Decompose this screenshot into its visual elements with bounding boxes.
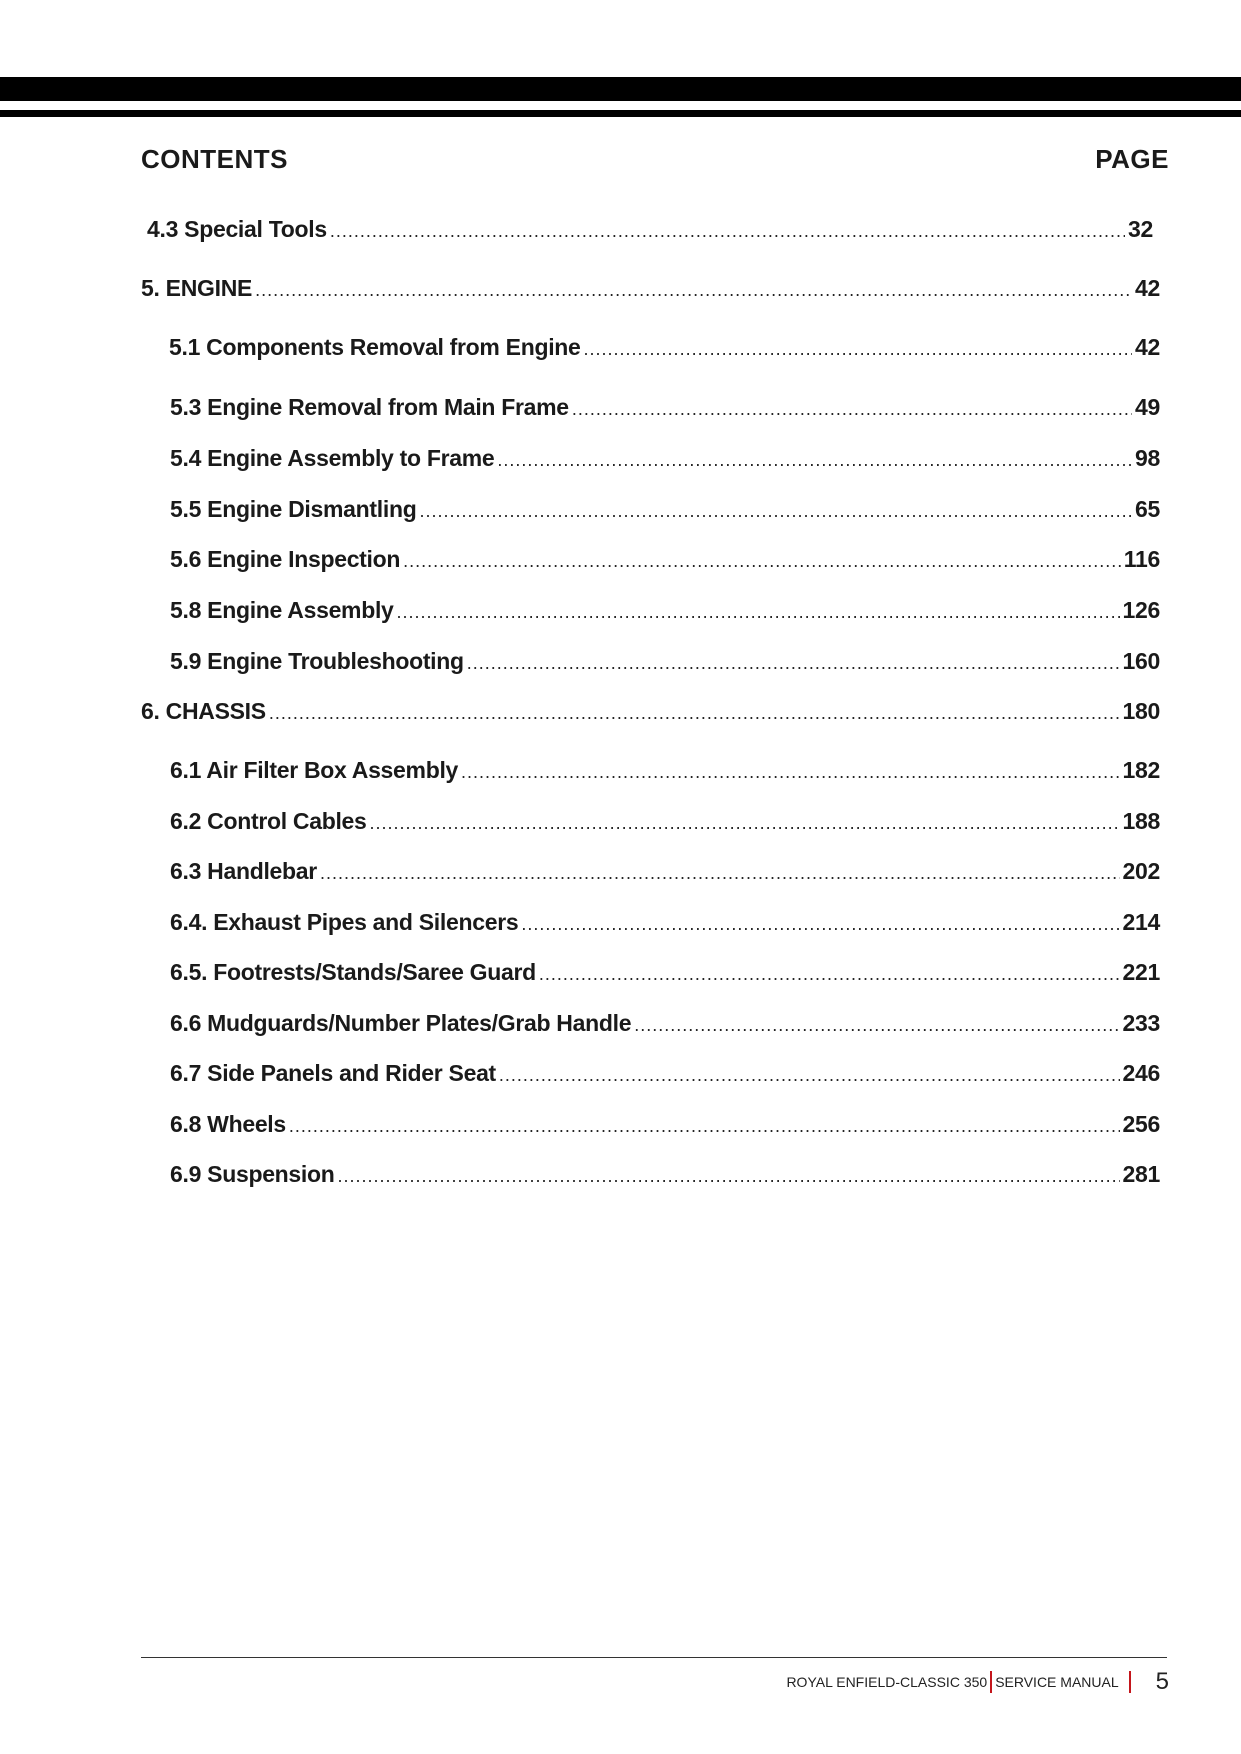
toc-entry-page: 188 bbox=[1122, 808, 1160, 834]
toc-entry-title: 5.4 Engine Assembly to Frame bbox=[170, 445, 495, 471]
toc-entry-page: 126 bbox=[1122, 597, 1160, 623]
toc-entry-title: 5.1 Components Removal from Engine bbox=[169, 334, 581, 360]
toc-entry-title: 6. CHASSIS bbox=[141, 698, 266, 724]
dot-leader bbox=[330, 221, 1125, 245]
toc-entry[interactable] bbox=[170, 546, 1160, 575]
toc-entry[interactable] bbox=[170, 394, 1160, 423]
dot-leader bbox=[403, 551, 1121, 575]
dot-leader bbox=[499, 1065, 1120, 1089]
dot-leader bbox=[572, 399, 1132, 423]
dot-leader bbox=[289, 1116, 1120, 1140]
toc-entry-title: 6.7 Side Panels and Rider Seat bbox=[170, 1060, 496, 1086]
toc-entry[interactable] bbox=[170, 445, 1160, 474]
toc-entry-title: 6.9 Suspension bbox=[170, 1161, 335, 1187]
dot-leader bbox=[467, 653, 1120, 677]
dot-leader bbox=[419, 501, 1132, 525]
toc-entry[interactable] bbox=[170, 496, 1160, 525]
footer-rule bbox=[141, 1657, 1167, 1658]
toc-entry-title: 5.9 Engine Troubleshooting bbox=[170, 648, 464, 674]
contents-heading: CONTENTS bbox=[141, 144, 288, 174]
page-number: 5 bbox=[1155, 1668, 1169, 1695]
dot-leader bbox=[539, 964, 1120, 988]
toc-entry[interactable] bbox=[169, 334, 1160, 363]
toc-entry-title: 6.2 Control Cables bbox=[170, 808, 367, 834]
dot-leader bbox=[269, 703, 1120, 727]
footer-brand: ROYAL ENFIELD-CLASSIC 350 bbox=[786, 1674, 988, 1690]
toc-entry-page: 32 bbox=[1128, 216, 1153, 242]
toc-entry-page: 256 bbox=[1122, 1111, 1160, 1137]
toc-entry[interactable] bbox=[170, 1060, 1160, 1089]
footer-separator bbox=[990, 1671, 992, 1693]
toc-entry-page: 246 bbox=[1122, 1060, 1160, 1086]
toc-entry-title: 6.3 Handlebar bbox=[170, 858, 317, 884]
dot-leader bbox=[497, 450, 1132, 474]
dot-leader bbox=[461, 762, 1119, 786]
toc-entry[interactable] bbox=[170, 858, 1160, 887]
toc-entry-title: 4.3 Special Tools bbox=[147, 216, 327, 242]
top-thick-rule bbox=[0, 77, 1241, 101]
toc-entry[interactable] bbox=[141, 698, 1160, 727]
toc-entry-title: 5.3 Engine Removal from Main Frame bbox=[170, 394, 569, 420]
toc-entry-page: 98 bbox=[1135, 445, 1160, 471]
toc-entry-page: 281 bbox=[1122, 1161, 1160, 1187]
toc-entry-page: 160 bbox=[1122, 648, 1160, 674]
toc-entry-page: 42 bbox=[1135, 334, 1160, 360]
toc-entry-page: 42 bbox=[1135, 275, 1160, 301]
footer-manual-title: SERVICE MANUAL bbox=[995, 1674, 1119, 1690]
dot-leader bbox=[370, 813, 1120, 837]
toc-entry-title: 6.4. Exhaust Pipes and Silencers bbox=[170, 909, 519, 935]
toc-entry-title: 6.1 Air Filter Box Assembly bbox=[170, 757, 459, 783]
toc-entry-title: 6.6 Mudguards/Number Plates/Grab Handle bbox=[170, 1010, 632, 1036]
toc-entry-title: 6.8 Wheels bbox=[170, 1111, 286, 1137]
toc-entry-page: 49 bbox=[1135, 394, 1160, 420]
toc-entry[interactable] bbox=[170, 1010, 1160, 1039]
toc-entry-page: 233 bbox=[1122, 1010, 1160, 1036]
toc-entry[interactable] bbox=[170, 808, 1160, 837]
toc-entry[interactable] bbox=[147, 216, 1153, 245]
top-thin-rule bbox=[0, 110, 1241, 117]
toc-entry-title: 6.5. Footrests/Stands/Saree Guard bbox=[170, 959, 536, 985]
toc-entry-page: 202 bbox=[1122, 858, 1160, 884]
toc-entry[interactable] bbox=[170, 757, 1160, 786]
page-heading: PAGE bbox=[1095, 144, 1169, 174]
toc-entry-page: 65 bbox=[1135, 496, 1160, 522]
toc-entry[interactable] bbox=[170, 648, 1160, 677]
toc-entry-page: 214 bbox=[1122, 909, 1160, 935]
dot-leader bbox=[320, 863, 1120, 887]
dot-leader bbox=[397, 602, 1120, 626]
dot-leader bbox=[634, 1015, 1119, 1039]
footer-separator bbox=[1129, 1671, 1131, 1693]
toc-entry[interactable] bbox=[141, 275, 1160, 304]
page-footer bbox=[786, 1668, 1169, 1696]
toc-entry-title: 5.8 Engine Assembly bbox=[170, 597, 394, 623]
dot-leader bbox=[338, 1166, 1120, 1190]
toc-entry[interactable] bbox=[170, 597, 1160, 626]
toc-entry[interactable] bbox=[170, 1161, 1160, 1190]
dot-leader bbox=[584, 339, 1132, 363]
dot-leader bbox=[521, 914, 1119, 938]
toc-entry-page: 180 bbox=[1122, 698, 1160, 724]
toc-entry-title: 5.6 Engine Inspection bbox=[170, 546, 401, 572]
dot-leader bbox=[255, 280, 1132, 304]
toc-entry-page: 221 bbox=[1122, 959, 1160, 985]
toc-entry-title: 5. ENGINE bbox=[141, 275, 253, 301]
toc-entry[interactable] bbox=[170, 959, 1160, 988]
toc-entry-title: 5.5 Engine Dismantling bbox=[170, 496, 417, 522]
toc-entry[interactable] bbox=[170, 909, 1160, 938]
toc-entry[interactable] bbox=[170, 1111, 1160, 1140]
toc-entry-page: 182 bbox=[1122, 757, 1160, 783]
toc-entry-page: 116 bbox=[1123, 546, 1160, 572]
